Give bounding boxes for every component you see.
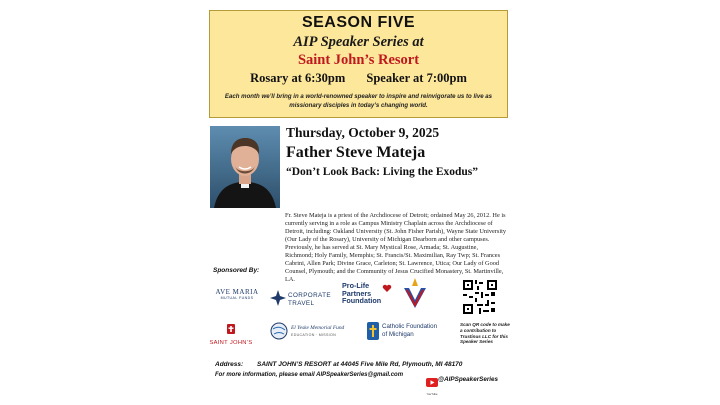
address-text: SAINT JOHN’S RESORT at 44045 Five Mile Rd, Plymouth, MI 48170 [257,361,463,368]
ave-maria-logo [213,288,261,300]
speaker-name: Father Steve Mateja [286,144,426,161]
saint-johns-logo [208,322,254,346]
el-yeske-text: El Yeske Memorial Fund [291,325,345,331]
rosary-time: Rosary at 6:30pm [250,71,346,85]
ave-maria-subtext: MUTUAL FUNDS [220,296,254,300]
schedule-times [210,71,507,86]
qr-code[interactable] [463,280,497,319]
season-title: SEASON FIVE [301,14,416,31]
youtube-icon[interactable] [426,374,438,396]
qr-note: Scan QR code to make a contribution to Trustinus LLC for this Speaker Series [460,322,510,345]
corporate-travel-line1: CORPORATE [288,292,332,299]
saint-johns-crest-icon [225,323,237,335]
series-title: AIP Speaker Series at [293,34,424,50]
sponsored-by-heading: Sponsored By: [213,267,260,274]
youtube-handle[interactable]: @AIPSpeakerSeries [438,376,499,383]
pro-life-partners-logo [342,282,394,305]
address-label: Address: [215,361,244,368]
saint-johns-text: SAINT JOHN’S [209,340,253,346]
tagline: Each month we’ll bring in a world-renowned speaker to inspire and reinvigorate us to live as missionary disciples in today’s changing world. [224,93,493,109]
ave-maria-text: AVE MARIA [215,288,259,296]
youtube-label: YouTube [426,392,438,396]
prolife-line1: Pro-Life [342,281,370,290]
crest-logo [402,278,428,315]
el-yeske-subtext: EDUCATION · MISSION [291,333,336,337]
prolife-line2: Partners [342,288,372,298]
cfm-line2: of Michigan [382,331,414,338]
cfm-line1: Catholic Foundation [382,323,438,330]
resort-name: Saint John’s Resort [297,52,420,68]
talk-title: “Don’t Look Back: Living the Exodus” [286,166,479,178]
crest-icon [402,278,428,310]
speaker-time: Speaker at 7:00pm [366,71,467,85]
more-info-text: For more information, please email AIPSpeakerSeries@gmail.com [215,372,404,378]
hearts-icon [382,283,392,293]
foundation-cross-icon [367,322,379,340]
header-banner [209,10,508,118]
prolife-line3: Foundation [342,296,382,305]
speaker-bio: Fr. Steve Mateja is a priest of the Archdiocese of Detroit; ordained May 26, 2012. He is currently serving in a role as Campus Ministry Chaplain across the Archdiocese of Detroit, including: Oakland University (St. John Fisher Parish), Wayne State University (Our Lady of the Rosary), University of Michigan Dearborn and other campuses. Previously, he has served at St. Mary Mystical Rose, Armada; St. Augustine, Richmond; Holy Family, Memphis; St. Francis/St. Maximilian, Ray Twp; St. Frances Cabrini, Allen Park; Divine Grace, Carleton; St. Lawrence, Utica; Our Lady of Good Counsel, Plymouth; and the Community of Jesus Crucified Monastery, St. Martinville, LA. [285,212,506,283]
qr-code-icon [463,280,497,314]
speaker-photo [210,126,280,208]
address-line [215,361,462,368]
event-date: Thursday, October 9, 2025 [286,125,440,140]
corporate-travel-line2: TRAVEL [288,300,315,307]
compass-star-icon [270,290,286,306]
globe-icon [270,322,288,340]
